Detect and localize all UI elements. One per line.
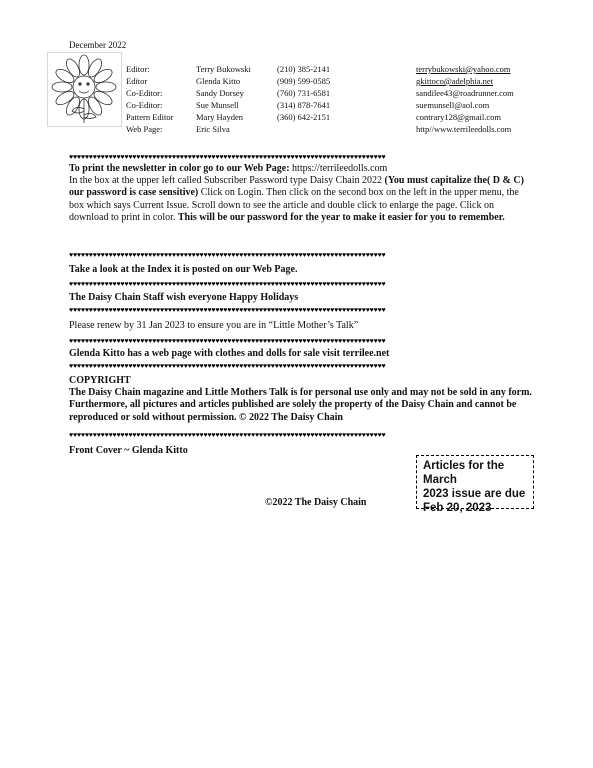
staff-name: Mary Hayden xyxy=(196,112,243,122)
staff-phone: (210) 385-2141 xyxy=(277,64,331,74)
staff-email: suemunsell@aol.com xyxy=(416,100,490,110)
copyright-section xyxy=(69,375,533,424)
heart-divider: ♥♥♥♥♥♥♥♥♥♥♥♥♥♥♥♥♥♥♥♥♥♥♥♥♥♥♥♥♥♥♥♥♥♥♥♥♥♥♥♥♥♥♥♥♥♥♥♥♥♥♥♥♥♥♥♥♥♥♥♥♥♥♥♥♥♥♥♥♥♥♥♥♥♥♥♥♥♥♥♥ xyxy=(69,153,386,161)
staff-row xyxy=(126,111,546,123)
login-steps: Click on Login. Then click on the second box on the left in the upper menu, the box which says Current Issue. Scroll down to see the article and double click to enlarge the page. Click on download to print in color. xyxy=(69,187,519,223)
articles-line: Articles for the March xyxy=(423,460,505,486)
password-reminder: This will be our password for the year to make it easier for you to remember. xyxy=(177,211,505,223)
staff-row xyxy=(126,75,546,87)
renewal-note: Please renew by 31 Jan 2023 to ensure you are in “Little Mother’s Talk” xyxy=(69,320,359,331)
staff-email: contrary128@gmail.com xyxy=(416,112,502,122)
password-note: (You must capitalize the( D & C) our password is case sensitive) xyxy=(69,175,524,199)
heart-divider: ♥♥♥♥♥♥♥♥♥♥♥♥♥♥♥♥♥♥♥♥♥♥♥♥♥♥♥♥♥♥♥♥♥♥♥♥♥♥♥♥♥♥♥♥♥♥♥♥♥♥♥♥♥♥♥♥♥♥♥♥♥♥♥♥♥♥♥♥♥♥♥♥♥♥♥♥♥♥♥♥ xyxy=(69,280,386,288)
front-cover-credit: Front Cover ~ Glenda Kitto xyxy=(69,445,188,456)
staff-name: Sandy Dorsey xyxy=(196,88,244,98)
staff-phone: (314) 878-7641 xyxy=(277,100,331,110)
staff-role: Co-Editor: xyxy=(126,88,163,98)
staff-role: Web Page: xyxy=(126,124,163,134)
staff-row xyxy=(126,99,546,111)
staff-name: Eric Silva xyxy=(196,124,230,134)
staff-row xyxy=(126,63,546,75)
articles-line: 2023 issue are due xyxy=(423,488,526,500)
staff-role: Editor: xyxy=(126,64,150,74)
staff-email-link[interactable]: gkittoco@adelphia.net xyxy=(416,76,493,86)
staff-phone: (909) 599-0585 xyxy=(277,76,331,86)
staff-row xyxy=(126,123,546,135)
heart-divider: ♥♥♥♥♥♥♥♥♥♥♥♥♥♥♥♥♥♥♥♥♥♥♥♥♥♥♥♥♥♥♥♥♥♥♥♥♥♥♥♥♥♥♥♥♥♥♥♥♥♥♥♥♥♥♥♥♥♥♥♥♥♥♥♥♥♥♥♥♥♥♥♥♥♥♥♥♥♥♥♥ xyxy=(69,306,386,314)
staff-name: Terry Bukowski xyxy=(196,64,251,74)
heart-divider: ♥♥♥♥♥♥♥♥♥♥♥♥♥♥♥♥♥♥♥♥♥♥♥♥♥♥♥♥♥♥♥♥♥♥♥♥♥♥♥♥♥♥♥♥♥♥♥♥♥♥♥♥♥♥♥♥♥♥♥♥♥♥♥♥♥♥♥♥♥♥♥♥♥♥♥♥♥♥♥♥ xyxy=(69,362,386,370)
index-note: Take a look at the Index it is posted on our Web Page. xyxy=(69,264,298,275)
print-lead: To print the newsletter in color go to our Web Page: xyxy=(69,163,290,174)
password-text: In the box at the upper left called Subscriber Password type Daisy Chain 2022 xyxy=(69,175,385,187)
staff-email: sandilee43@roadrunner.com xyxy=(416,88,514,98)
staff-row xyxy=(126,87,546,99)
heart-divider: ♥♥♥♥♥♥♥♥♥♥♥♥♥♥♥♥♥♥♥♥♥♥♥♥♥♥♥♥♥♥♥♥♥♥♥♥♥♥♥♥♥♥♥♥♥♥♥♥♥♥♥♥♥♥♥♥♥♥♥♥♥♥♥♥♥♥♥♥♥♥♥♥♥♥♥♥♥♥♥♥ xyxy=(69,431,386,439)
staff-name: Sue Munsell xyxy=(196,100,239,110)
copyright-body: The Daisy Chain magazine and Little Mothers Talk is for personal use only and may not be sold in any form. Furthermore, all pictures and articles published are solely the property of the Daisy Chain and cannot be reproduced or sold without permission. © 2022 The Daisy Chain xyxy=(69,387,532,423)
staff-name: Glenda Kitto xyxy=(196,76,241,86)
web-page-link[interactable]: http//www.terrileedolls.com xyxy=(416,124,512,134)
articles-deadline-box xyxy=(416,455,534,514)
daisy-logo xyxy=(47,52,122,127)
copyright-heading: COPYRIGHT xyxy=(69,375,131,386)
heart-divider: ♥♥♥♥♥♥♥♥♥♥♥♥♥♥♥♥♥♥♥♥♥♥♥♥♥♥♥♥♥♥♥♥♥♥♥♥♥♥♥♥♥♥♥♥♥♥♥♥♥♥♥♥♥♥♥♥♥♥♥♥♥♥♥♥♥♥♥♥♥♥♥♥♥♥♥♥♥♥♥♥ xyxy=(69,337,386,345)
staff-role: Editor xyxy=(126,76,148,86)
staff-phone: (760) 731-6581 xyxy=(277,88,331,98)
holiday-greeting: The Daisy Chain Staff wish everyone Happy Holidays xyxy=(69,292,299,303)
articles-line: Feb 20, 2023 xyxy=(423,502,492,514)
daisy-flower-icon xyxy=(48,53,121,126)
website-link[interactable]: https://terrileedolls.com xyxy=(289,163,388,174)
heart-divider: ♥♥♥♥♥♥♥♥♥♥♥♥♥♥♥♥♥♥♥♥♥♥♥♥♥♥♥♥♥♥♥♥♥♥♥♥♥♥♥♥♥♥♥♥♥♥♥♥♥♥♥♥♥♥♥♥♥♥♥♥♥♥♥♥♥♥♥♥♥♥♥♥♥♥♥♥♥♥♥♥ xyxy=(69,251,386,259)
staff-role: Pattern Editor xyxy=(126,112,174,122)
staff-phone: (360) 642-2151 xyxy=(277,112,331,122)
staff-role: Co-Editor: xyxy=(126,100,163,110)
glenda-web-note: Glenda Kitto has a web page with clothes and dolls for sale visit terrilee.net xyxy=(69,348,390,359)
issue-date: December 2022 xyxy=(69,40,127,50)
staff-email-link[interactable]: terrybukowski@yahoo.com xyxy=(416,64,511,74)
print-instructions xyxy=(69,163,533,224)
footer-copyright: ©2022 The Daisy Chain xyxy=(265,497,367,508)
staff-list xyxy=(126,63,546,135)
